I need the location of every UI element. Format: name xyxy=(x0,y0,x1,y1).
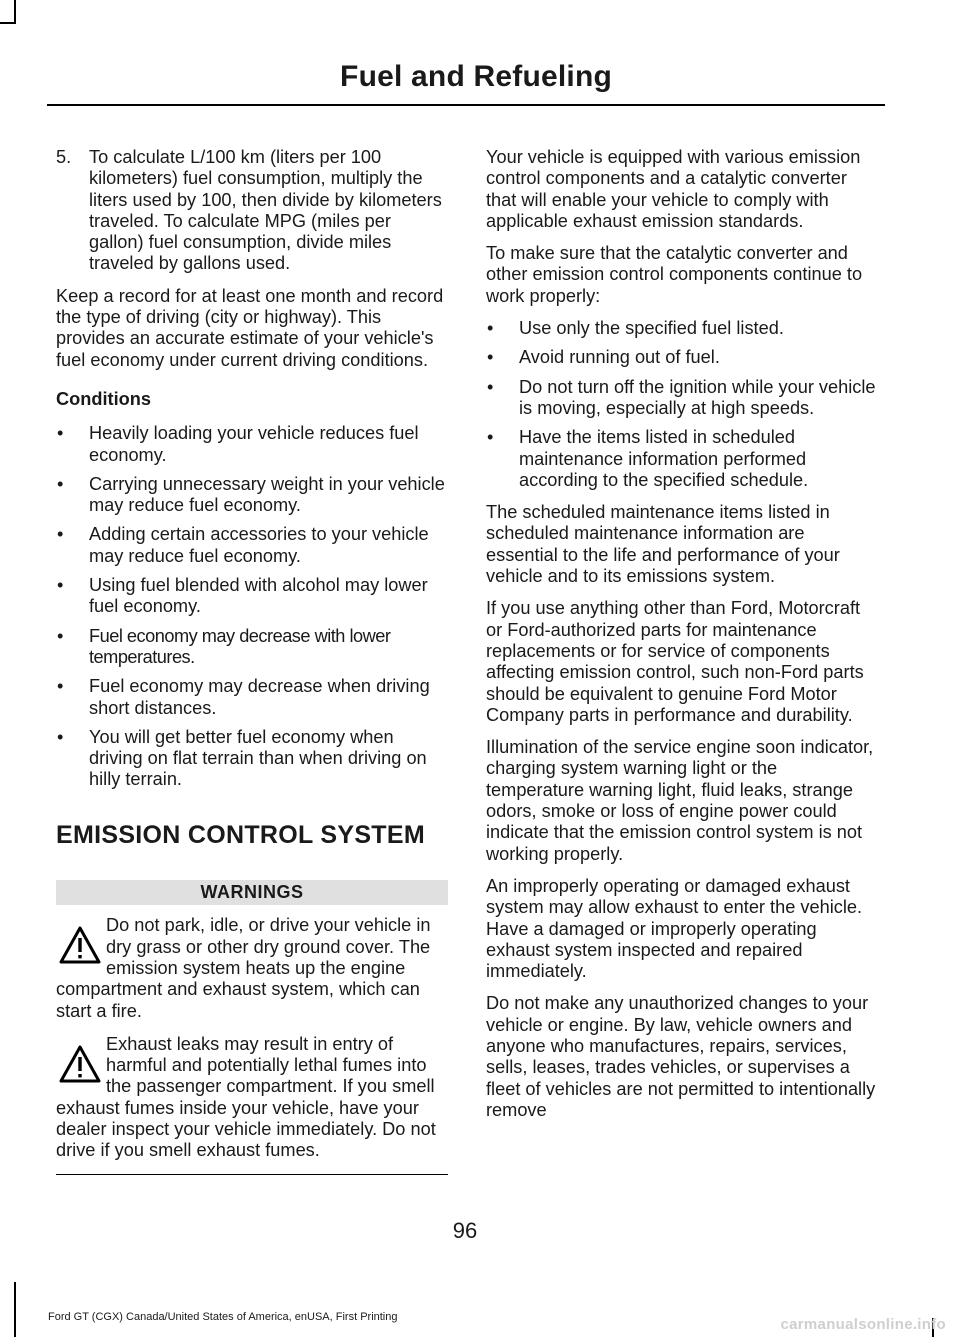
crop-mark xyxy=(0,22,16,24)
warning-triangle-icon xyxy=(58,925,102,965)
list-item: • Heavily loading your vehicle reduces fuel economy. xyxy=(57,423,419,465)
bullet-icon: • xyxy=(487,376,494,397)
catalytic-converter-list xyxy=(486,318,880,491)
body-paragraph: The scheduled maintenance items listed in scheduled maintenance information are essential to the life and performance of your vehicle and to its emissions system. xyxy=(486,502,840,587)
warning-text: Do not park, idle, or drive your vehicle in dry grass or other dry ground cover. The emission system heats up the engine compartment and exhaust system, which can start a fire. xyxy=(56,915,431,1021)
warning-triangle-icon xyxy=(58,1044,102,1084)
warning-block xyxy=(56,1034,448,1162)
bullet-icon: • xyxy=(487,318,494,339)
list-item: • Do not turn off the ignition while your vehicle is moving, especially at high speeds. xyxy=(487,376,876,418)
header-rule xyxy=(47,104,885,106)
list-item: • Use only the specified fuel listed. xyxy=(487,318,784,339)
list-item: • Carrying unnecessary weight in your vehicle may reduce fuel economy. xyxy=(57,473,445,516)
numbered-step-5 xyxy=(56,147,448,275)
list-item: • You will get better fuel economy when driving on flat terrain than when driving on hilly terrain. xyxy=(57,726,427,790)
bullet-icon: • xyxy=(487,427,494,448)
bullet-icon: • xyxy=(57,575,64,596)
body-paragraph: If you use anything other than Ford, Motorcraft or Ford-authorized parts for maintenance replacements or for service of components affecting emission control, such non-Ford parts should be equivalent to genuine Ford Motor Company parts in performance and durability. xyxy=(486,598,864,725)
body-paragraph: Do not make any unauthorized changes to your vehicle or engine. By law, vehicle owners and anyone who manufactures, repairs, services, sells, leases, trades vehicles, or supervises a fleet of vehicles are not permitted to intentionally remove xyxy=(486,993,876,1120)
crop-mark xyxy=(14,1282,16,1337)
body-paragraph: Illumination of the service engine soon indicator, charging system warning light or the temperature warning light, fluid leaks, strange odors, smoke or loss of engine power could indicate that the emission control system is not working properly. xyxy=(486,737,874,864)
crop-mark xyxy=(14,0,16,24)
left-column xyxy=(56,147,448,1175)
body-paragraph: An improperly operating or damaged exhaust system may allow exhaust to enter the vehicle. Have a damaged or improperly operating exhaust system inspected and repaired immediately. xyxy=(486,875,863,982)
bullet-icon: • xyxy=(57,423,64,444)
bullet-icon: • xyxy=(57,473,64,494)
list-item: • Have the items listed in scheduled maintenance information performed according to the specified schedule. xyxy=(487,427,809,490)
bullet-icon: • xyxy=(57,625,64,646)
list-item: • Adding certain accessories to your vehicle may reduce fuel economy. xyxy=(57,524,429,566)
watermark: carmanualsonline.info xyxy=(780,1316,946,1333)
conditions-heading: Conditions xyxy=(56,388,151,409)
record-paragraph: Keep a record for at least one month and record the type of driving (city or highway). This provides an accurate estimate of your vehicle's fuel economy under current driving conditions. xyxy=(56,285,444,370)
step-text: To calculate L/100 km (liters per 100 kilometers) fuel consumption, multiply the liters used by 100, then divide by kilometers traveled. To calculate MPG (miles per gallon) fuel consumption, divide miles traveled by gallons used. xyxy=(89,147,442,274)
bullet-icon: • xyxy=(57,524,64,545)
warnings-heading: WARNINGS xyxy=(56,880,448,905)
list-item: • Avoid running out of fuel. xyxy=(487,347,720,368)
page-number: 96 xyxy=(452,1218,478,1243)
warning-text: Exhaust leaks may result in entry of harmful and potentially lethal fumes into the passenger compartment. If you smell exhaust fumes inside your vehicle, have your dealer inspect your vehicle immediately. Do not drive if you smell exhaust fumes. xyxy=(56,1033,436,1161)
footer-text: Ford GT (CGX) Canada/United States of America, enUSA, First Printing xyxy=(48,1311,398,1323)
bullet-icon: • xyxy=(57,676,64,697)
warning-block xyxy=(56,915,448,1021)
list-item: • Fuel economy may decrease with lower temperatures. xyxy=(57,625,391,667)
right-column xyxy=(486,147,880,1132)
bullet-icon: • xyxy=(57,726,64,747)
conditions-list xyxy=(56,423,448,790)
intro-paragraph: Your vehicle is equipped with various emission control components and a catalytic converter that will enable your vehicle to comply with applicable exhaust emission standards. xyxy=(486,147,861,231)
list-item: • Fuel economy may decrease when driving short distances. xyxy=(57,676,430,718)
page-title: Fuel and Refueling xyxy=(340,60,612,93)
bullet-icon: • xyxy=(487,347,494,368)
section-title: EMISSION CONTROL SYSTEM xyxy=(56,820,425,849)
step-number: 5. xyxy=(56,147,72,167)
list-item: • Using fuel blended with alcohol may lower fuel economy. xyxy=(57,575,428,617)
lead-in-paragraph: To make sure that the catalytic converter and other emission control components continue to work properly: xyxy=(486,243,863,306)
warnings-end-rule xyxy=(56,1174,448,1175)
